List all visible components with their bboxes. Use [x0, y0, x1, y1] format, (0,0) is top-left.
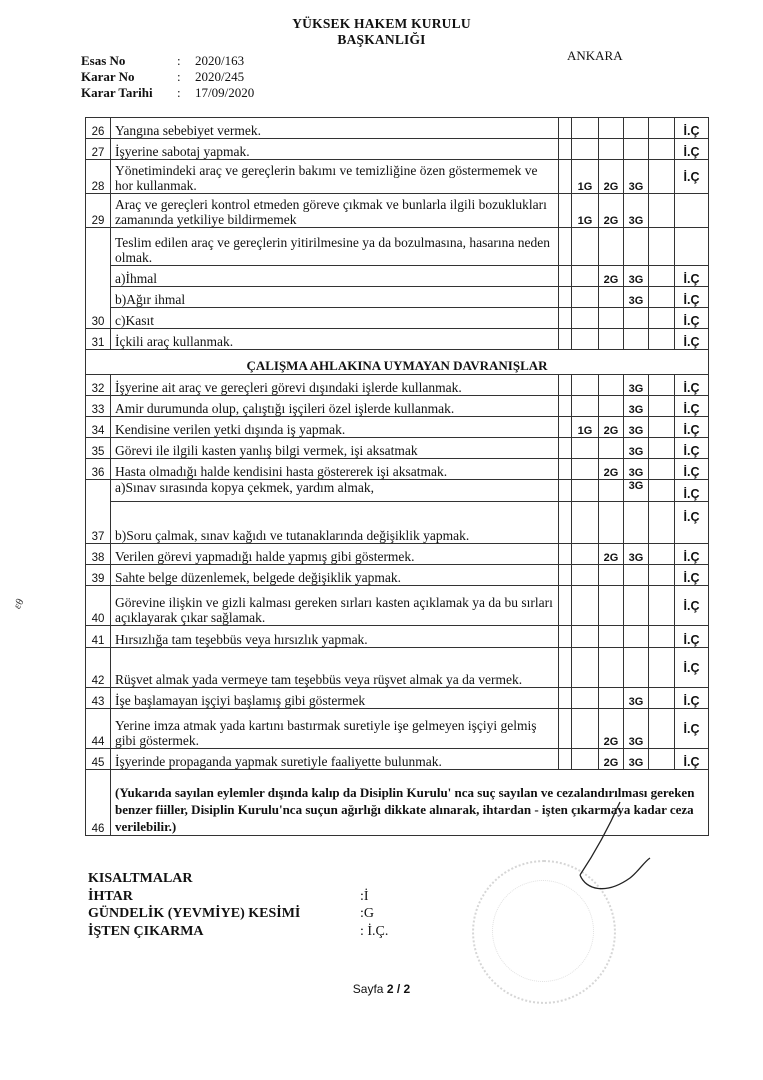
table-row: 26 Yangına sebebiyet vermek. İ.Ç — [86, 118, 709, 139]
table-row: 44 Yerine imza atmak yada kartını bastırmak suretiyle işe gelmeyen işçiyi gelmiş gibi göstermek. 2G 3G İ.Ç — [86, 709, 709, 749]
table-row: 36 Hasta olmadığı halde kendisini hasta göstererek işi aksatmak. 2G 3G İ.Ç — [86, 459, 709, 480]
meta-label: Karar Tarihi — [81, 85, 153, 100]
meta-value: 17/09/2020 — [195, 85, 255, 100]
abbreviation-row: İŞTEN ÇIKARMA : İ.Ç. — [88, 923, 389, 939]
court-subtitle: BAŞKANLIĞI — [337, 32, 426, 47]
table-row: 37 a)Sınav sırasında kopya çekmek, yardım almak, 3G İ.Ç — [86, 480, 709, 502]
table-row: 46 (Yukarıda sayılan eylemler dışında kalıp da Disiplin Kurulu' nca suç sayılan ve cezalandırılması gereken benzer fiiller, Disiplin Kurulu'nca suçun ağırlığı dikkate alınarak, ihtardan - işten çıkarmaya kadar ceza verilebilir.) — [86, 770, 709, 836]
table-row: 35 Görevi ile ilgili kasten yanlış bilgi vermek, işi aksatmak 3G İ.Ç — [86, 438, 709, 459]
table-row: 45 İşyerinde propaganda yapmak suretiyle faaliyette bulunmak. 2G 3G İ.Ç — [86, 749, 709, 770]
meta-value: 2020/245 — [195, 69, 245, 84]
court-title: YÜKSEK HAKEM KURULU — [292, 16, 471, 31]
table-row: a)İhmal 2G 3G İ.Ç — [86, 266, 709, 287]
table-row: 29 Araç ve gereçleri kontrol etmeden göreve çıkmak ve bunlarla ilgili bozuklukları zamanında yetkiliye bildirmemek 1G 2G 3G — [86, 194, 709, 228]
meta-row: Karar Tarihi : 17/09/2020 — [81, 85, 255, 100]
table-row: b)Soru çalmak, sınav kağıdı ve tutanaklarında değişiklik yapmak. İ.Ç — [86, 502, 709, 544]
table-row: 27 İşyerine sabotaj yapmak. İ.Ç — [86, 139, 709, 160]
dismissal-mark: İ.Ç — [675, 118, 709, 139]
page-number: Sayfa 2 / 2 — [352, 982, 411, 996]
section-row — [86, 350, 709, 375]
table-row: 41 Hırsızlığa tam teşebbüs veya hırsızlık yapmak. İ.Ç — [86, 626, 709, 648]
table-row: 40 Görevine ilişkin ve gizli kalması gereken sırları kasten açıklamak ya da bu sırları açıklayarak çıkar sağlamak. İ.Ç — [86, 586, 709, 626]
closing-note: (Yukarıda sayılan eylemler dışında kalıp da Disiplin Kurulu' nca suç sayılan ve cezalandırılması gereken benzer fiiller, Disiplin Kurulu'nca suçun ağırlığı dikkate alınarak, ihtardan - işten çıkarmaya kadar ceza verilebilir.) — [111, 770, 709, 836]
meta-row: Karar No : 2020/245 — [81, 69, 245, 84]
abbreviation-row: İHTAR :İ — [88, 888, 369, 904]
table-row: 43 İşe başlamayan işçiyi başlamış gibi göstermek 3G İ.Ç — [86, 688, 709, 709]
table-row: 38 Verilen görevi yapmadığı halde yapmış gibi göstermek. 2G 3G İ.Ç — [86, 544, 709, 565]
table-row: 39 Sahte belge düzenlemek, belgede değişiklik yapmak. İ.Ç — [86, 565, 709, 586]
table-row: 34 Kendisine verilen yetki dışında iş yapmak. 1G 2G 3G İ.Ç — [86, 417, 709, 438]
meta-label: Karar No — [81, 69, 135, 84]
case-meta — [81, 53, 254, 101]
meta-row: Esas No : 2020/163 — [81, 53, 245, 68]
meta-label: Esas No — [81, 53, 126, 68]
table-row: 31 İçkili araç kullanmak. İ.Ç — [86, 329, 709, 350]
city: ANKARA — [567, 48, 623, 63]
signature-icon — [560, 800, 670, 900]
table-row: 28 Yönetimindeki araç ve gereçlerin bakımı ve temizliğine özen göstermemek ve hor kullanmak. 1G 2G 3G İ.Ç — [86, 160, 709, 194]
margin-note: εθ — [11, 596, 27, 612]
abbreviation-row: GÜNDELİK (YEVMİYE) KESİMİ :G — [88, 906, 374, 921]
table-row: b)Ağır ihmal 3G İ.Ç — [86, 287, 709, 308]
table-row: c)Kasıt İ.Ç — [86, 308, 709, 329]
table-row: 33 Amir durumunda olup, çalıştığı işçileri özel işlerde kullanmak. 3G İ.Ç — [86, 396, 709, 417]
penalty-table — [85, 117, 709, 836]
table-row: 42 Rüşvet almak yada vermeye tam teşebbüs veya rüşvet almak ya da vermek. İ.Ç — [86, 648, 709, 688]
meta-value: 2020/163 — [195, 53, 245, 68]
table-row: 32 İşyerine ait araç ve gereçleri görevi dışındaki işlerde kullanmak. 3G İ.Ç — [86, 375, 709, 396]
abbreviations — [88, 870, 388, 940]
table-row: 30 Teslim edilen araç ve gereçlerin yitirilmesine ya da bozulmasına, hasarına neden olmak. — [86, 228, 709, 266]
abbreviations-title: KISALTMALAR — [88, 871, 193, 886]
section-heading: ÇALIŞMA AHLAKINA UYMAYAN DAVRANIŞLAR — [86, 350, 709, 375]
